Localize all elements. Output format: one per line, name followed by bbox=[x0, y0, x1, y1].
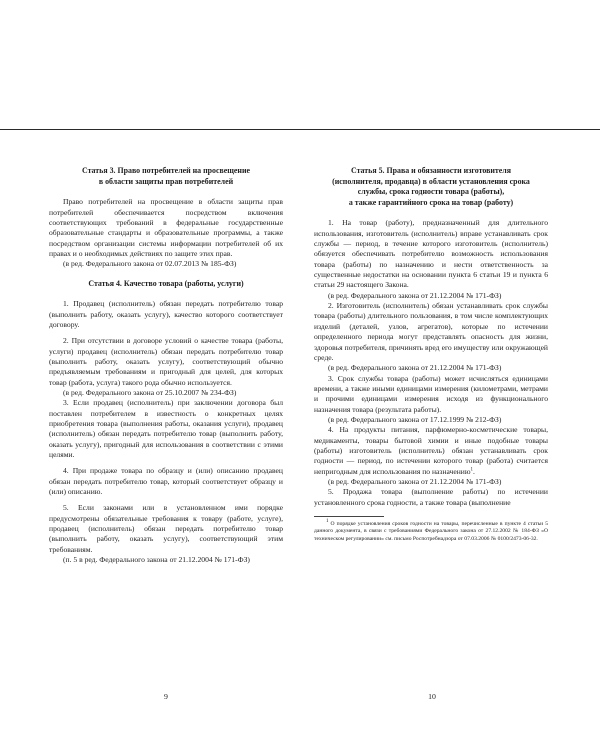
page-number: 10 bbox=[428, 692, 436, 701]
heading-line: службы, срока годности товара (работы), bbox=[357, 187, 505, 197]
article-5-clause-1: 1. На товар (работу), предназначенный для длительного использования, изготовитель (исполнитель) вправе устанавливать срок службы — период, в течение которого изготовитель (исполнитель) обязуется обеспечивать потребителю возможность использования товара (работы) по назначению и нести ответственность за существенные недостатки на основании пункта 6 статьи 19 и пункта 6 статьи 29 настоящего Закона. bbox=[314, 218, 548, 290]
heading-line: Статья 5. Права и обязанности изготовителя bbox=[350, 166, 512, 175]
top-margin bbox=[0, 0, 600, 129]
article-3-heading bbox=[49, 166, 283, 187]
footnote bbox=[314, 521, 548, 543]
footnote-number: 1 bbox=[326, 519, 329, 525]
amendment-note: (в ред. Федерального закона от 21.12.2004 № 171-ФЗ) bbox=[328, 476, 502, 486]
amendment-note: (п. 5 в ред. Федерального закона от 21.12.2004 № 171-ФЗ) bbox=[63, 555, 250, 565]
article-5-clause-3: 3. Срок службы товара (работы) может исчисляться единицами времени, а также иными единицами измерения (километрами, метрами и прочими единицами измерения исходя из функционального назначения товара (результата работы). bbox=[314, 373, 548, 414]
article-4-heading bbox=[49, 279, 283, 290]
clause-text: 4. На продукты питания, парфюмерно-косметические товары, медикаменты, товары бытовой химии и иные подобные товары (работы) изготовитель (исполнитель) обязан устанавливать срок годности — период, по истечении которого товар (работа) считается непригодным для использования по назначению bbox=[314, 425, 548, 476]
article-5-clause-2: 2. Изготовитель (исполнитель) обязан устанавливать срок службы товара (работы) длительного пользования, в том числе комплектующих изделий (деталей, узлов, агрегатов), которые по истечении определенного периода могут представлять опасность для жизни, здоровья потребителя, причинять вред его имуществу или окружающей среде. bbox=[314, 301, 548, 362]
article-4-clause-3: 3. Если продавец (исполнитель) при заключении договора был поставлен потребителем в известность о конкретных целях приобретения товара (выполнения работы, оказания услуги), продавец (исполнитель) обязан передать потребителю товар (выполнить работу, оказать услугу), пригодный для использования в соответствии с этими целями. bbox=[49, 398, 283, 459]
amendment-note: (в ред. Федерального закона от 21.12.2004 № 171-ФЗ) bbox=[328, 363, 502, 373]
page-number: 9 bbox=[164, 692, 168, 701]
amendment-note: (в ред. Федерального закона от 17.12.1999 № 212-ФЗ) bbox=[328, 414, 502, 424]
heading-line: в области защиты прав потребителей bbox=[98, 176, 234, 186]
article-5-clause-5: 5. Продажа товара (выполнение работы) по истечении установленного срока годности, а также товара (выполнение bbox=[314, 487, 548, 507]
article-4-clause-4: 4. При продаже товара по образцу и (или) описанию продавец обязан передать потребителю товар, который соответствует образцу и (или) описанию. bbox=[49, 466, 283, 497]
footnote-divider bbox=[314, 516, 384, 517]
article-5-heading bbox=[314, 166, 548, 208]
article-5-clause-4 bbox=[314, 425, 548, 477]
amendment-note: (в ред. Федерального закона от 02.07.2013 № 185-ФЗ) bbox=[63, 259, 237, 269]
amendment-note: (в ред. Федерального закона от 25.10.2007 № 234-ФЗ) bbox=[63, 387, 237, 397]
article-4-clause-2: 2. При отсутствии в договоре условий о качестве товара (работы, услуги) продавец (исполнитель) обязан передать потребителю товар (выполнить работу, оказать услугу), соответствующий обычно предъявляемым требованиям и пригодный для целей, для которых товар (работа, услуга) такого рода обычно используется. bbox=[49, 336, 283, 387]
heading-line: а также гарантийного срока на товар (работу) bbox=[348, 197, 514, 207]
amendment-note: (в ред. Федерального закона от 21.12.2004 № 171-ФЗ) bbox=[328, 290, 502, 300]
article-4-clause-1: 1. Продавец (исполнитель) обязан передать потребителю товар (выполнить работу, оказать услугу), качество которого соответствует договору. bbox=[49, 299, 283, 329]
left-page bbox=[49, 166, 283, 565]
clause-end: . bbox=[473, 466, 475, 476]
heading-line: Статья 3. Право потребителей на просвещение bbox=[81, 166, 251, 175]
article-4-clause-5: 5. Если законами или в установленном ими порядке предусмотрены обязательные требования к товару (работе, услуге), продавец (исполнитель) обязан передать потребителю товар (выполнить работу, оказать услугу), соответствующий этим требованиям. bbox=[49, 503, 283, 554]
heading-line: Статья 4. Качество товара (работы, услуги) bbox=[88, 278, 244, 288]
article-3-paragraph: Право потребителей на просвещение в области защиты прав потребителей обеспечивается посредством включения соответствующих требований в федеральные государственные образовательные стандарты и образовательные программы, а также посредством организации системы информации потребителей об их правах и о необходимых действиях по защите этих прав. bbox=[49, 197, 283, 258]
footnote-text: О порядке установления сроков годности на товары, перечисленные в пункте 4 статьи 5 данного документа, в связи с требованиями Федерального закона от 27.12.2002 № 184-ФЗ «О техническом регулировании» см. письмо Роспотребнадзора от 07.03.2006 № 0100/2473-06-32. bbox=[314, 521, 548, 542]
footnote-marker[interactable]: 1 bbox=[470, 467, 474, 473]
page-top-rule bbox=[0, 129, 600, 130]
heading-line: (исполнителя, продавца) в области установления срока bbox=[332, 176, 530, 186]
right-page bbox=[314, 166, 548, 543]
